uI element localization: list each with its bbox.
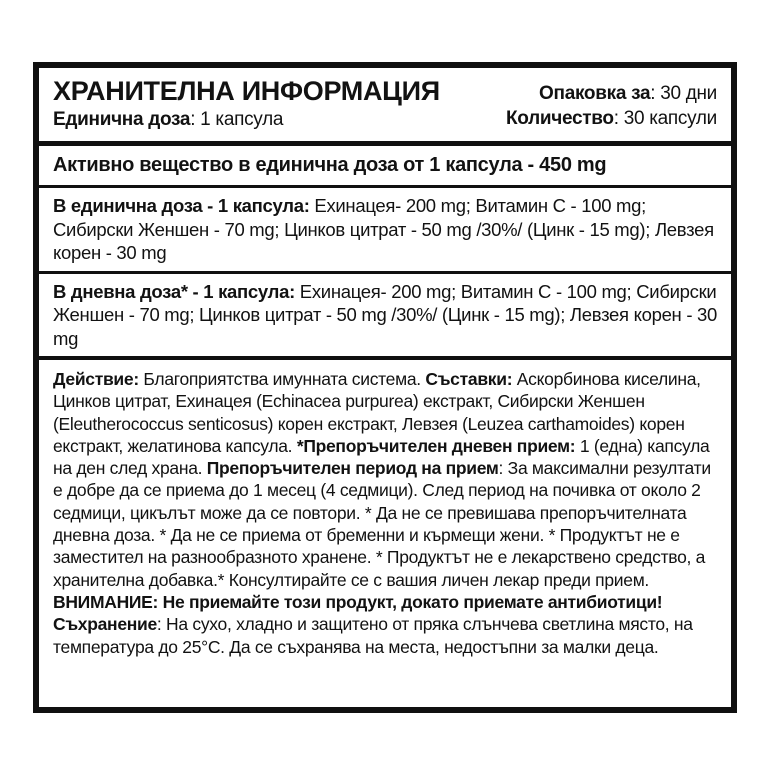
quantity-line: [506, 106, 717, 131]
header-left-column: [53, 76, 440, 132]
details-section: [39, 360, 731, 707]
bold-text-segment: Съхранение: [53, 614, 157, 635]
single-dose-section: [39, 188, 731, 274]
package-label: Опаковка за: [539, 83, 651, 104]
bold-text-segment: ВНИМАНИЕ: Не приемайте този продукт, докато приемате антибиотици!: [53, 591, 663, 612]
quantity-value: : 30 капсули: [613, 108, 717, 129]
package-value: : 30 дни: [650, 83, 717, 104]
daily-dose-section: [39, 274, 731, 361]
nutrition-label-box: [33, 62, 737, 713]
bold-text-segment: В дневна доза* - 1 капсула:: [53, 280, 295, 302]
text-segment: Благоприятства имунната система.: [138, 369, 426, 389]
text-segment: 1 (една) капсула на ден след храна.: [53, 435, 710, 479]
bold-text-segment: В единична доза - 1 капсула:: [53, 195, 310, 216]
text-segment: : На сухо, хладно и защитено от пряка слънчева светлина място, на температура до 25°C. Да се съхранява на места, недостъпни за малки деца.: [53, 614, 693, 657]
single-dose-label: Единична доза: [53, 109, 191, 130]
bold-text-segment: Действие:: [53, 369, 139, 389]
header-right-column: [506, 76, 717, 131]
single-dose-value: : 1 капсула: [190, 109, 284, 130]
label-title: ХРАНИТЕЛНА ИНФОРМАЦИЯ: [53, 76, 440, 106]
text-segment: : За максимални резултати е добре да се приема до 1 месец (4 седмици). След период на почивка от около 2 седмици, цикълът може да се повтори. * Да не се превишава препоръчителната дневна доза. * Да не се приема от бременни и кърмещи жени. * Продуктът не е заместител на разнообразното хранене. * Продуктът не е лекарствено средство, а хранителна добавка.* Консултирайте се с вашия личен лекар преди прием.: [53, 458, 711, 590]
quantity-label: Количество: [506, 108, 614, 129]
single-dose-line: [53, 107, 440, 132]
text-segment: Ехинацея- 200 mg; Витамин C - 100 mg; Сибирски Женшен - 70 mg; Цинков цитрат - 50 mg /30%/ (Цинк - 15 mg); Левзея корен - 30 mg: [53, 195, 714, 263]
bold-text-segment: Съставки:: [425, 369, 513, 389]
active-substance-row: Активно вещество в единична доза от 1 капсула - 450 mg: [39, 146, 731, 188]
text-segment: Ехинацея- 200 mg; Витамин C - 100 mg; Сибирски Женшен - 70 mg; Цинков цитрат - 50 mg /30%/ (Цинк - 15 mg); Левзея корен - 30 mg: [53, 280, 717, 349]
package-line: [506, 81, 717, 106]
label-header: [39, 68, 731, 146]
bold-text-segment: Препоръчителен период на прием: [206, 458, 499, 479]
bold-text-segment: *Препоръчителен дневен прием:: [296, 435, 576, 456]
text-segment: Аскорбинова киселина, Цинков цитрат, Ехинацея (Echinacea purpurea) екстракт, Сибирски Женшен (Eleutherococcus senticosus) корен екстракт, Левзея (Leuzea carthamoides) корен екстракт, желатинова капсула.: [53, 369, 701, 456]
